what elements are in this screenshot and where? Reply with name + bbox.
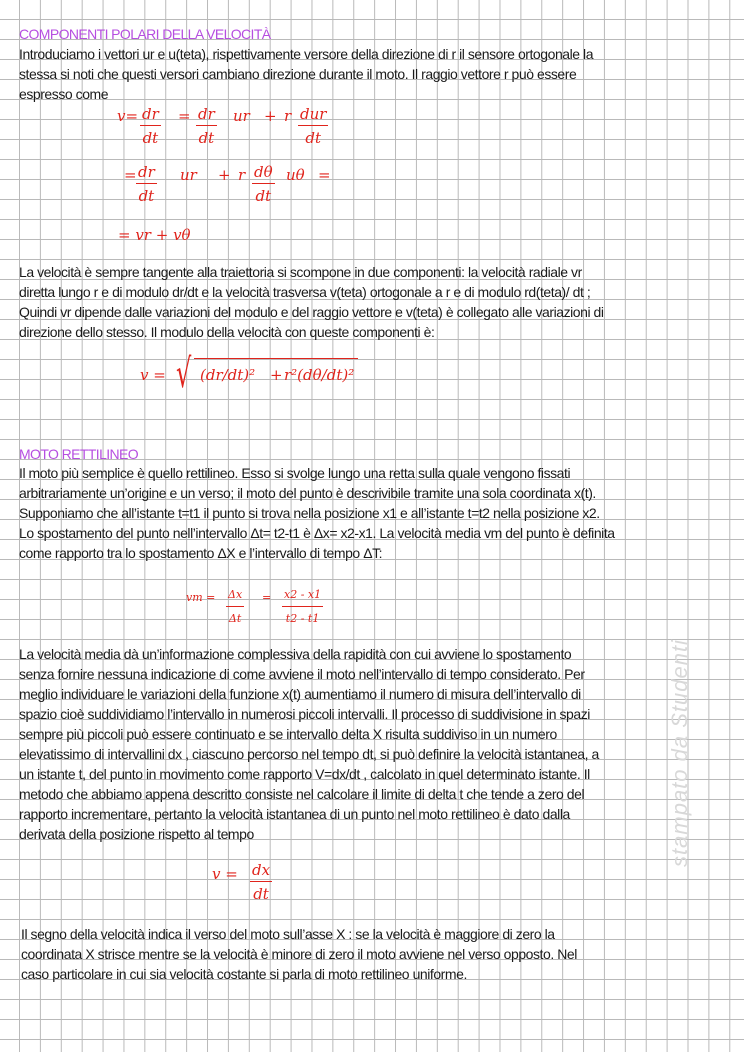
text-line: sempre più piccoli può essere continuato e se intervallo delta X risulta suddiviso in un numero xyxy=(19,726,557,742)
text-line: La velocità è sempre tangente alla traiettoria si scompone in due componenti: la velocità radiale vr xyxy=(19,264,582,280)
text-line: caso particolare in cui sia velocità costante si parla di moto rettilineo uniforme. xyxy=(21,966,467,982)
formula-text: ur xyxy=(233,107,250,125)
text-line: stessa si noti che questi versori cambiano direzione durante il moto. Il raggio vettore r può essere xyxy=(19,66,577,82)
formula-text: = xyxy=(178,107,191,125)
formula-text: + xyxy=(218,166,231,184)
text-line: meglio individuare le variazioni della funzione x(t) aumentiamo il numero di misura dell’intervallo di xyxy=(19,686,581,702)
formula-text: uθ xyxy=(286,166,305,184)
text-line: Quindi vr dipende dalle variazioni del modulo e del raggio vettore e v(teta) è collegato alle variazioni di xyxy=(19,304,604,320)
formula-text: v = xyxy=(212,865,238,883)
text-line: un istante t, del punto in movimento come rapporto V=dx/dt , calcolato in quel determinato istante. Il xyxy=(19,766,590,782)
fraction: dθ dt xyxy=(254,163,273,205)
text-line: Lo spostamento del punto nell’intervallo Δt= t2-t1 è Δx= x2-x1. La velocità media vm del punto è definita xyxy=(19,525,615,541)
text-line: spazio cioè suddividiamo l’intervallo in numerosi piccoli intervalli. Il processo di suddivisione in spazi xyxy=(19,706,590,722)
fraction: dr dt xyxy=(138,163,155,205)
formula-text: v= xyxy=(117,107,139,125)
formula-text: r²(dθ/dt)² xyxy=(284,366,355,384)
formula-text: = xyxy=(124,166,137,184)
text-line: come rapporto tra lo spostamento ΔX e l’intervallo di tempo ΔT: xyxy=(19,545,383,561)
formula-text: (dr/dt)² xyxy=(200,366,256,384)
fraction: dur dt xyxy=(300,105,327,147)
formula-text: = xyxy=(318,166,331,184)
fraction: dr dt xyxy=(198,105,215,147)
text-line: metodo che abbiamo appena descritto consiste nel calcolare il limite di delta t che tende a zero del xyxy=(19,786,585,802)
text-line: La velocità media dà un’informazione complessiva della rapidità con cui avviene lo spostamento xyxy=(19,646,572,662)
fraction: dx dt xyxy=(252,861,271,903)
text-line: Il moto più semplice è quello rettilineo. Esso si svolge lungo una retta sulla quale vengono fissati xyxy=(19,465,571,481)
section-title-polar: COMPONENTI POLARI DELLA VELOCITÀ xyxy=(19,26,271,42)
text-line: diretta lungo r e di modulo dr/dt e la velocità trasversa v(teta) ortogonale a r e di modulo rd(teta)/ dt ; xyxy=(19,284,591,300)
formula-text: v = xyxy=(140,366,166,384)
formula-text: = xyxy=(262,591,272,604)
text-line: arbitrariamente un’origine e un verso; il moto del punto è descrivibile tramite una sola coordinata x(t). xyxy=(19,485,596,501)
sqrt-sign: √ xyxy=(176,351,192,397)
formula-text: + xyxy=(270,366,283,384)
text-line: elevatissimo di intervallini dx , ciascuno percorso nel tempo dt, si può definire la velocità istantanea, a xyxy=(19,746,599,762)
text-line: senza fornire nessuna indicazione di come avviene il moto nell’intervallo di tempo considerato. Per xyxy=(19,666,585,682)
formula-text: ur xyxy=(180,166,197,184)
text-line: espresso come xyxy=(19,86,109,102)
fraction: x2 - x1 t2 - t1 xyxy=(284,588,322,625)
fraction: dr dt xyxy=(142,105,159,147)
sqrt-bar xyxy=(194,358,358,359)
section-title-rectilinear: MOTO RETTILINEO xyxy=(19,446,139,462)
text-line: coordinata X strisce mentre se la velocità è minore di zero il moto avviene nel verso opposto. Nel xyxy=(21,946,577,962)
formula-text: r xyxy=(238,166,246,184)
formula-text: vm = xyxy=(186,591,216,604)
fraction: Δx Δt xyxy=(228,588,243,625)
formula-text: + xyxy=(264,107,277,125)
text-line: derivata della posizione rispetto al tempo xyxy=(19,826,254,842)
formula-text: r xyxy=(284,107,292,125)
formula-text: = vr + vθ xyxy=(118,226,191,244)
text-line: direzione dello stesso. Il modulo della velocità con queste componenti è: xyxy=(19,324,435,340)
text-line: Supponiamo che all’istante t=t1 il punto si trova nella posizione x1 e all’istante t=t2 nella posizione x2. xyxy=(19,505,600,521)
text-line: Introduciamo i vettori ur e u(teta), rispettivamente versore della direzione di r il sensore ortogonale la xyxy=(19,46,594,62)
text-line: rapporto incrementare, pertanto la velocità istantanea di un punto nel moto rettilineo è dato dalla xyxy=(19,806,570,822)
watermark: stampato da Studenti xyxy=(667,639,692,867)
text-line: Il segno della velocità indica il verso del moto sull’asse X : se la velocità è maggiore di zero la xyxy=(21,926,555,942)
